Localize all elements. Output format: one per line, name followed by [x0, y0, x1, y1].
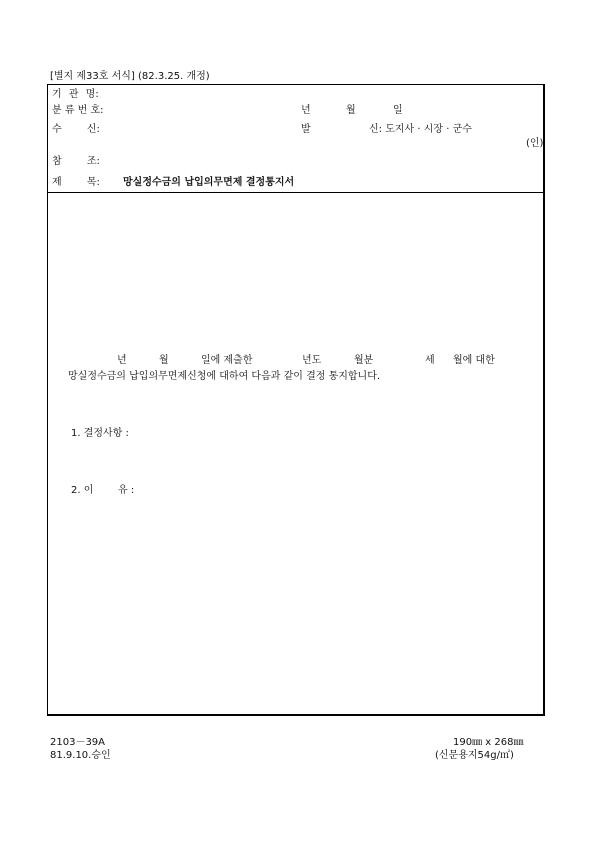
body-tax: 세 — [425, 355, 435, 366]
sender-label: 발 — [301, 124, 311, 135]
classification-label: 분 류 번 호: — [52, 105, 104, 116]
paper-size: 190㎜ x 268㎜ — [453, 737, 524, 748]
item-reason-number: 2. 이 — [71, 485, 94, 496]
recipient-label: 수 신: — [52, 124, 100, 135]
subject-value: 망실정수금의 납입의무면제 결정통지서 — [123, 177, 295, 188]
date-year: 년 — [301, 105, 311, 116]
body-year: 년 — [117, 355, 127, 366]
subject-label: 제 목: — [52, 177, 100, 188]
paper-type: (신문용지54g/㎡) — [435, 750, 514, 761]
form-frame — [47, 84, 545, 716]
seal-mark: (인) — [526, 138, 544, 149]
approval-date: 81.9.10.승인 — [50, 750, 111, 761]
body-day-submit: 일에 제출한 — [201, 355, 253, 366]
header-divider — [48, 192, 544, 193]
agency-label: 기 관 명: — [52, 89, 99, 100]
body-statement: 망실정수금의 납입의무면제신청에 대하여 다음과 같이 결정 통지합니다. — [68, 371, 381, 382]
body-fiscal-year: 년도 — [302, 355, 322, 366]
body-month: 월 — [159, 355, 169, 366]
reference-label: 참 조: — [52, 156, 100, 167]
date-month: 월 — [346, 105, 356, 116]
sender-value: 신: 도지사 · 시장 · 군수 — [369, 124, 472, 135]
form-number: 2103－39A — [50, 737, 106, 748]
item-decision: 1. 결정사항 : — [71, 428, 129, 439]
body-month-about: 월에 대한 — [453, 355, 495, 366]
item-reason-label: 유 : — [118, 485, 135, 496]
body-monthly: 월분 — [354, 355, 374, 366]
date-day: 일 — [393, 105, 403, 116]
form-caption: [별지 제33호 서식] (82.3.25. 개정) — [50, 71, 210, 82]
